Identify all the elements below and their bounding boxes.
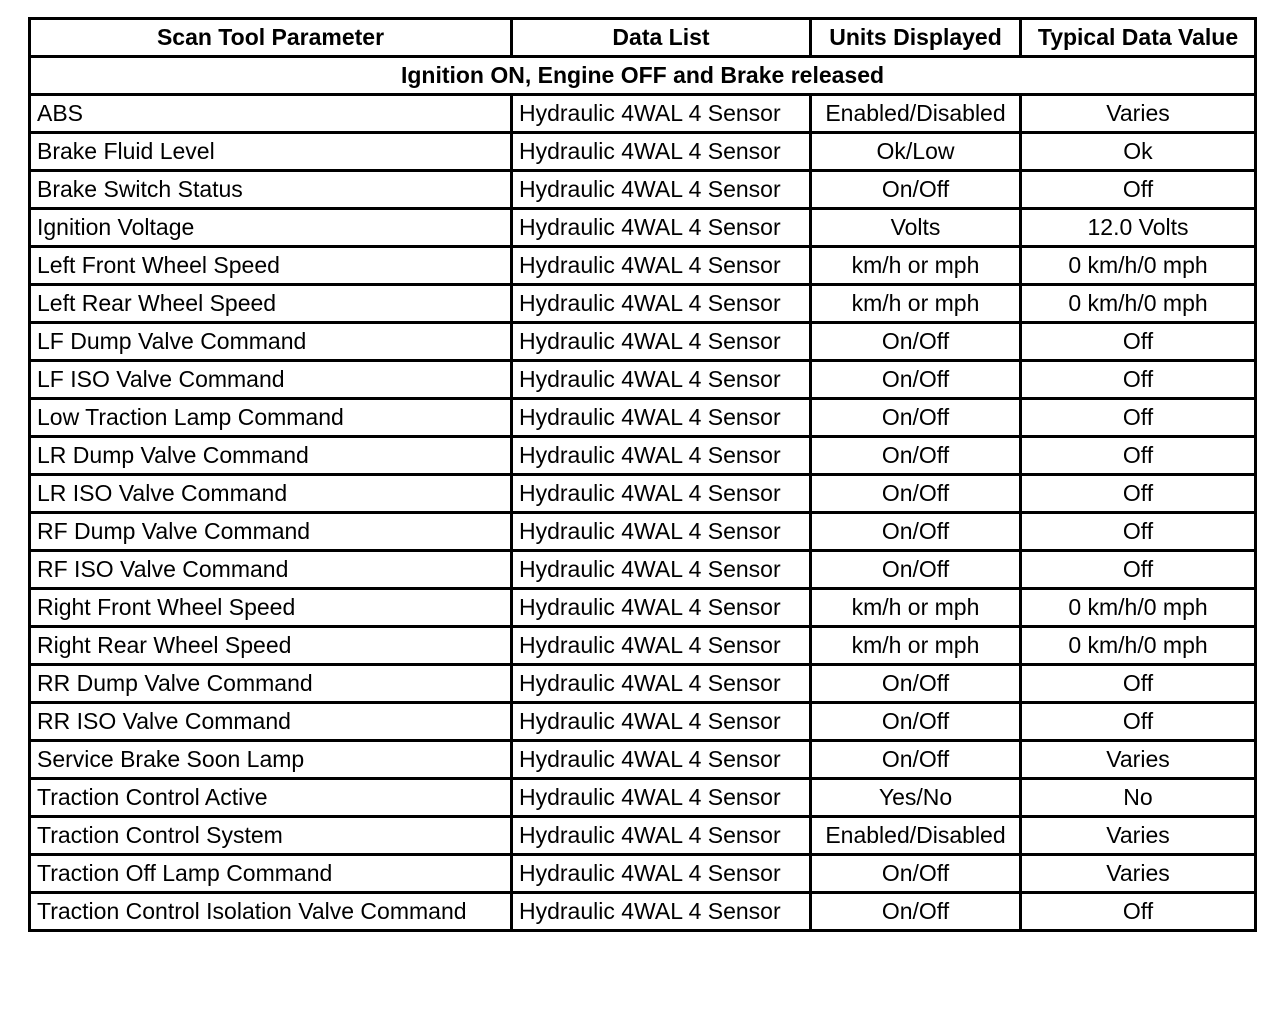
table-header-row bbox=[30, 19, 1256, 57]
cell-data-list: Hydraulic 4WAL 4 Sensor bbox=[512, 779, 811, 817]
cell-units: On/Off bbox=[811, 399, 1021, 437]
table-row bbox=[30, 551, 1256, 589]
cell-data-list: Hydraulic 4WAL 4 Sensor bbox=[512, 817, 811, 855]
scan-tool-data-table bbox=[28, 17, 1257, 932]
cell-data-list: Hydraulic 4WAL 4 Sensor bbox=[512, 323, 811, 361]
cell-data-list: Hydraulic 4WAL 4 Sensor bbox=[512, 475, 811, 513]
cell-typical-value: 12.0 Volts bbox=[1021, 209, 1256, 247]
table-row bbox=[30, 741, 1256, 779]
cell-parameter: Service Brake Soon Lamp bbox=[30, 741, 512, 779]
cell-parameter: Traction Control Active bbox=[30, 779, 512, 817]
cell-typical-value: Off bbox=[1021, 703, 1256, 741]
cell-typical-value: No bbox=[1021, 779, 1256, 817]
section-title: Ignition ON, Engine OFF and Brake released bbox=[30, 57, 1256, 95]
cell-units: Enabled/Disabled bbox=[811, 817, 1021, 855]
cell-data-list: Hydraulic 4WAL 4 Sensor bbox=[512, 437, 811, 475]
table-row bbox=[30, 855, 1256, 893]
table-row bbox=[30, 361, 1256, 399]
cell-units: Yes/No bbox=[811, 779, 1021, 817]
cell-parameter: LF Dump Valve Command bbox=[30, 323, 512, 361]
section-row bbox=[30, 57, 1256, 95]
cell-data-list: Hydraulic 4WAL 4 Sensor bbox=[512, 741, 811, 779]
table-body bbox=[30, 57, 1256, 931]
cell-parameter: RR Dump Valve Command bbox=[30, 665, 512, 703]
cell-parameter: Right Front Wheel Speed bbox=[30, 589, 512, 627]
cell-parameter: Left Front Wheel Speed bbox=[30, 247, 512, 285]
cell-parameter: Traction Control System bbox=[30, 817, 512, 855]
cell-parameter: Traction Off Lamp Command bbox=[30, 855, 512, 893]
cell-parameter: Ignition Voltage bbox=[30, 209, 512, 247]
cell-data-list: Hydraulic 4WAL 4 Sensor bbox=[512, 133, 811, 171]
table-row bbox=[30, 171, 1256, 209]
cell-typical-value: Off bbox=[1021, 893, 1256, 931]
cell-parameter: Low Traction Lamp Command bbox=[30, 399, 512, 437]
cell-data-list: Hydraulic 4WAL 4 Sensor bbox=[512, 209, 811, 247]
cell-typical-value: 0 km/h/0 mph bbox=[1021, 285, 1256, 323]
cell-data-list: Hydraulic 4WAL 4 Sensor bbox=[512, 551, 811, 589]
cell-units: km/h or mph bbox=[811, 627, 1021, 665]
cell-units: On/Off bbox=[811, 171, 1021, 209]
cell-typical-value: Off bbox=[1021, 323, 1256, 361]
cell-typical-value: Off bbox=[1021, 361, 1256, 399]
cell-units: On/Off bbox=[811, 361, 1021, 399]
table-row bbox=[30, 209, 1256, 247]
cell-parameter: LR Dump Valve Command bbox=[30, 437, 512, 475]
cell-typical-value: 0 km/h/0 mph bbox=[1021, 589, 1256, 627]
cell-data-list: Hydraulic 4WAL 4 Sensor bbox=[512, 893, 811, 931]
cell-data-list: Hydraulic 4WAL 4 Sensor bbox=[512, 513, 811, 551]
table-row bbox=[30, 665, 1256, 703]
cell-typical-value: Varies bbox=[1021, 741, 1256, 779]
cell-units: On/Off bbox=[811, 703, 1021, 741]
cell-typical-value: Off bbox=[1021, 551, 1256, 589]
cell-typical-value: Off bbox=[1021, 437, 1256, 475]
cell-units: On/Off bbox=[811, 665, 1021, 703]
cell-typical-value: Varies bbox=[1021, 817, 1256, 855]
cell-units: On/Off bbox=[811, 893, 1021, 931]
cell-parameter: RF Dump Valve Command bbox=[30, 513, 512, 551]
cell-data-list: Hydraulic 4WAL 4 Sensor bbox=[512, 171, 811, 209]
cell-parameter: Left Rear Wheel Speed bbox=[30, 285, 512, 323]
cell-data-list: Hydraulic 4WAL 4 Sensor bbox=[512, 703, 811, 741]
cell-parameter: Brake Fluid Level bbox=[30, 133, 512, 171]
cell-units: Ok/Low bbox=[811, 133, 1021, 171]
cell-parameter: Traction Control Isolation Valve Command bbox=[30, 893, 512, 931]
cell-parameter: Brake Switch Status bbox=[30, 171, 512, 209]
cell-units: km/h or mph bbox=[811, 247, 1021, 285]
table-row bbox=[30, 627, 1256, 665]
cell-typical-value: 0 km/h/0 mph bbox=[1021, 627, 1256, 665]
cell-typical-value: Varies bbox=[1021, 855, 1256, 893]
cell-parameter: RR ISO Valve Command bbox=[30, 703, 512, 741]
cell-parameter: ABS bbox=[30, 95, 512, 133]
cell-parameter: LF ISO Valve Command bbox=[30, 361, 512, 399]
cell-units: km/h or mph bbox=[811, 589, 1021, 627]
cell-typical-value: 0 km/h/0 mph bbox=[1021, 247, 1256, 285]
cell-parameter: RF ISO Valve Command bbox=[30, 551, 512, 589]
cell-typical-value: Varies bbox=[1021, 95, 1256, 133]
cell-units: Enabled/Disabled bbox=[811, 95, 1021, 133]
table-row bbox=[30, 247, 1256, 285]
header-scan-tool-parameter: Scan Tool Parameter bbox=[30, 19, 512, 57]
cell-typical-value: Off bbox=[1021, 171, 1256, 209]
cell-data-list: Hydraulic 4WAL 4 Sensor bbox=[512, 855, 811, 893]
table-row bbox=[30, 779, 1256, 817]
cell-data-list: Hydraulic 4WAL 4 Sensor bbox=[512, 665, 811, 703]
cell-units: On/Off bbox=[811, 475, 1021, 513]
cell-data-list: Hydraulic 4WAL 4 Sensor bbox=[512, 399, 811, 437]
table-row bbox=[30, 893, 1256, 931]
cell-units: km/h or mph bbox=[811, 285, 1021, 323]
cell-data-list: Hydraulic 4WAL 4 Sensor bbox=[512, 589, 811, 627]
table-row bbox=[30, 323, 1256, 361]
cell-units: On/Off bbox=[811, 551, 1021, 589]
cell-data-list: Hydraulic 4WAL 4 Sensor bbox=[512, 361, 811, 399]
cell-data-list: Hydraulic 4WAL 4 Sensor bbox=[512, 627, 811, 665]
cell-units: On/Off bbox=[811, 323, 1021, 361]
cell-data-list: Hydraulic 4WAL 4 Sensor bbox=[512, 95, 811, 133]
cell-units: On/Off bbox=[811, 437, 1021, 475]
table-row bbox=[30, 285, 1256, 323]
table-row bbox=[30, 817, 1256, 855]
cell-typical-value: Off bbox=[1021, 513, 1256, 551]
cell-typical-value: Off bbox=[1021, 475, 1256, 513]
cell-units: On/Off bbox=[811, 855, 1021, 893]
cell-data-list: Hydraulic 4WAL 4 Sensor bbox=[512, 285, 811, 323]
table-row bbox=[30, 437, 1256, 475]
table-row bbox=[30, 95, 1256, 133]
cell-typical-value: Ok bbox=[1021, 133, 1256, 171]
cell-parameter: Right Rear Wheel Speed bbox=[30, 627, 512, 665]
cell-units: Volts bbox=[811, 209, 1021, 247]
cell-parameter: LR ISO Valve Command bbox=[30, 475, 512, 513]
table-row bbox=[30, 399, 1256, 437]
table-row bbox=[30, 703, 1256, 741]
table-row bbox=[30, 133, 1256, 171]
cell-units: On/Off bbox=[811, 513, 1021, 551]
header-typical-data-value: Typical Data Value bbox=[1021, 19, 1256, 57]
header-units-displayed: Units Displayed bbox=[811, 19, 1021, 57]
cell-data-list: Hydraulic 4WAL 4 Sensor bbox=[512, 247, 811, 285]
cell-typical-value: Off bbox=[1021, 399, 1256, 437]
header-data-list: Data List bbox=[512, 19, 811, 57]
table-row bbox=[30, 589, 1256, 627]
table-row bbox=[30, 513, 1256, 551]
table-row bbox=[30, 475, 1256, 513]
cell-typical-value: Off bbox=[1021, 665, 1256, 703]
cell-units: On/Off bbox=[811, 741, 1021, 779]
